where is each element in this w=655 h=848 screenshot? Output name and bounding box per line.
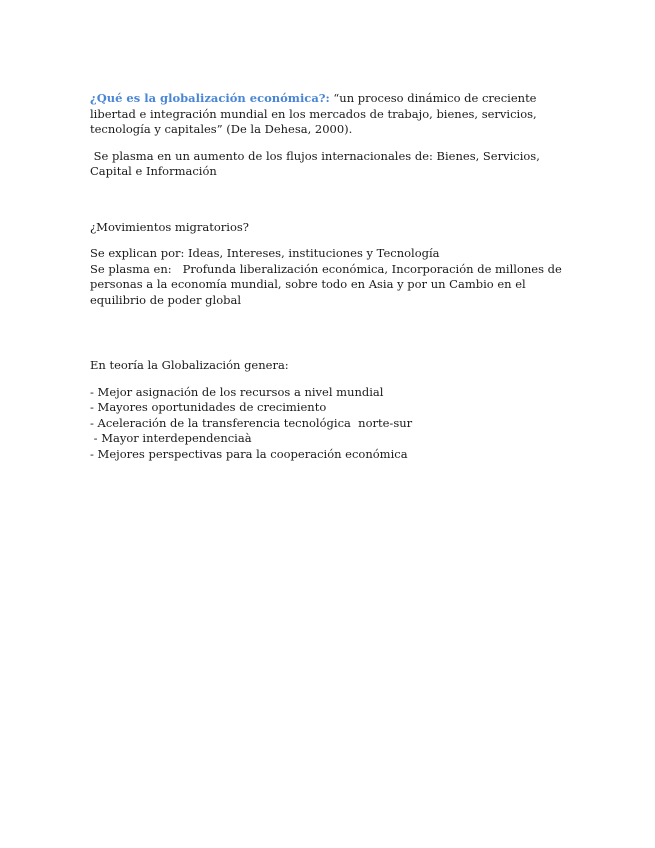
migration-explained-text: Se explican por: Ideas, Intereses, instituciones y Tecnología bbox=[90, 246, 440, 260]
list-item: - Mejor asignación de los recursos a nivel mundial bbox=[90, 384, 384, 399]
globalization-definition-paragraph bbox=[90, 91, 562, 138]
international-flows-paragraph: Se plasma en un aumento de los flujos internacionales de: Bienes, Servicios, Capital e Información bbox=[90, 148, 544, 178]
list-item: - Mayores oportunidades de crecimiento bbox=[90, 400, 327, 414]
globalization-benefits-list bbox=[90, 385, 562, 463]
document-body bbox=[90, 91, 566, 462]
list-item: - Aceleración de la transferencia tecnológica norte-sur bbox=[90, 415, 413, 430]
list-item: - Mejores perspectivas para la cooperación económica bbox=[90, 446, 408, 461]
list-item: - Mayor interdependenciaà bbox=[90, 431, 252, 445]
globalization-definition-text: “un proceso dinámico de creciente libertad e integración mundial en los mercados de trabajo, bienes, servicios, tecnología y capitales” (De la Dehesa, 2000). bbox=[90, 91, 537, 136]
migration-question: ¿Movimientos migratorios? bbox=[90, 219, 249, 234]
globalization-generates-intro: En teoría la Globalización genera: bbox=[90, 358, 289, 372]
migration-plasma-text: Se plasma en: Profunda liberalización económica, Incorporación de millones de personas a la economía mundial, sobre todo en Asia y por un Cambio en el equilibrio de poder global bbox=[90, 261, 566, 307]
globalization-question-heading: ¿Qué es la globalización económica?: bbox=[90, 91, 330, 105]
